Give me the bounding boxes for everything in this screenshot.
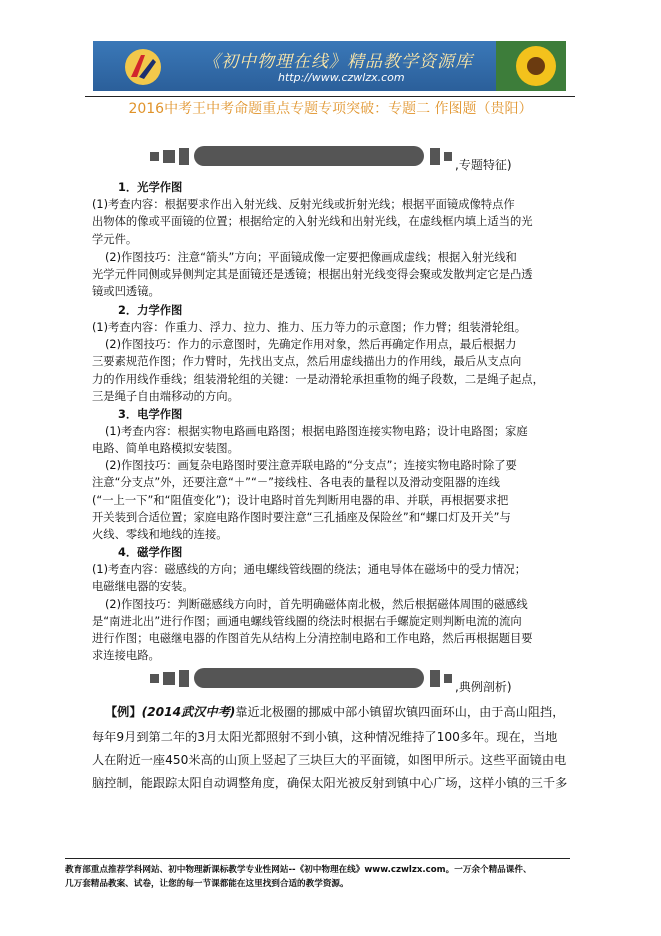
heading-electricity: 3．电学作图: [118, 408, 183, 421]
text-line: 开关装到合适位置；家庭电路作图时要注意“三孔插座及保险丝”和“螺口灯及开关”与: [92, 511, 511, 524]
footer-line: 几万套精品教案、试卷，让您的每一节课都能在这里找到合适的教学资源。: [65, 879, 349, 889]
text-line: 镜或凹透镜。: [92, 285, 160, 298]
text-line: (1)考查内容：根据实物电路画电路图；根据电路图连接实物电路；设计电路图；家庭: [105, 425, 528, 438]
text-line: (2)作图技巧：注意“箭头”方向；平面镜成像一定要把像画成虚线；根据入射光线和: [105, 251, 517, 264]
text-line: (2)作图技巧：画复杂电路图时要注意弄联电路的“分支点”；连接实物电路时除了要: [105, 459, 517, 472]
text-line: 每年9月到第二年的3月太阳光都照射不到小镇，这种情况维持了100多年。现在，当地: [92, 730, 558, 744]
text-line: 进行作图；电磁继电器的作图首先从结构上分清控制电路和工作电路，然后再根据题目要: [92, 632, 533, 645]
header-banner: [93, 41, 566, 91]
text-line: (2)作图技巧：判断磁感线方向时，首先明确磁体南北极，然后根据磁体周围的磁感线: [105, 598, 528, 611]
text-line: 光学元件同侧或异侧判定其是面镜还是透镜；根据出射光线变得会聚或发散判定它是凸透: [92, 268, 533, 281]
text-line: (“一上一下”和“阻值变化”)；设计电路时首先判断用电器的串、并联，再根据要求把: [92, 494, 509, 507]
text-line: 电磁继电器的安装。: [92, 580, 194, 593]
text-line: 求连接电路。: [92, 649, 160, 662]
text-line: (1)考查内容：作重力、浮力、拉力、推力、压力等力的示意图；作力臂；组装滑轮组。: [92, 321, 526, 334]
text-line: 人在附近一座450米高的山顶上竖起了三块巨大的平面镜，如图甲所示。这些平面镜由电: [92, 753, 567, 767]
text-line: 学元件。: [92, 233, 138, 246]
text-line: 出物体的像或平面镜的位置；根据给定的入射光线和出射光线，在虚线框内填上适当的光: [92, 215, 533, 228]
text-line: (1)考查内容：磁感线的方向；通电螺线管线圈的绕法；通电导体在磁场中的受力情况；: [92, 563, 526, 576]
page-title: 2016中考王中考命题重点专题专项突破：专题二 作图题（贵阳）: [128, 101, 533, 117]
example-first-line: [105, 703, 564, 720]
sunflower-icon: [496, 41, 566, 91]
text-line: (1)考查内容：根据要求作出入射光线、反射光线或折射光线；根据平面镜成像特点作: [92, 198, 515, 211]
text-line: 是“南进北出”进行作图；画通电螺线管线圈的绕法时根据右手螺旋定则判断电流的流向: [92, 615, 522, 628]
text-line: 电路、简单电路模拟安装图。: [92, 442, 239, 455]
banner-title: 《初中物理在线》精品教学资源库: [203, 52, 473, 72]
text-line: (2)作图技巧：作力的示意图时，先确定作用对象，然后再确定作用点，最后根据力: [105, 338, 517, 351]
text-line: 三要素规范作图；作力臂时，先找出支点，然后用虚线描出力的作用线，最后从支点向: [92, 355, 522, 368]
section-bar-examples: [150, 668, 560, 694]
footer-line: 教育部重点推荐学科网站、初中物理新课标教学专业性网站--《初中物理在线》www.czwlzx.com。一万余个精品课件、: [65, 865, 532, 875]
example-tag: 【例】: [105, 705, 142, 719]
text-line: 注意“分支点”外，还要注意“＋”“－”接线柱、各电表的量程以及滑动变阻器的连线: [92, 476, 500, 489]
text-line: 三是绳子自由端移动的方向。: [92, 390, 239, 403]
text-line: 力的作用线作垂线；组装滑轮组的关键：一是动滑轮承担重物的绳子段数，二是绳子起点，: [92, 373, 544, 386]
section-label-features: ,专题特征): [455, 158, 512, 172]
header-divider: [85, 96, 575, 97]
banner-url: http://www.czwlzx.com: [278, 71, 405, 84]
heading-magnetism: 4．磁学作图: [118, 546, 183, 559]
example-text: 靠近北极圈的挪威中部小镇留坎镇四面环山，由于高山阻挡，: [235, 705, 565, 719]
example-source: (2014武汉中考): [141, 705, 236, 719]
site-logo-icon: [123, 47, 163, 87]
section-label-examples: ,典例剖析): [455, 680, 512, 694]
heading-optics: 1．光学作图: [118, 181, 183, 194]
section-bar-features: [150, 146, 560, 172]
footer-divider: [65, 858, 570, 859]
text-line: 脑控制，能跟踪太阳自动调整角度，确保太阳光被反射到镇中心广场，这样小镇的三千多: [92, 776, 568, 790]
text-line: 火线、零线和地线的连接。: [92, 528, 228, 541]
heading-mechanics: 2．力学作图: [118, 304, 183, 317]
